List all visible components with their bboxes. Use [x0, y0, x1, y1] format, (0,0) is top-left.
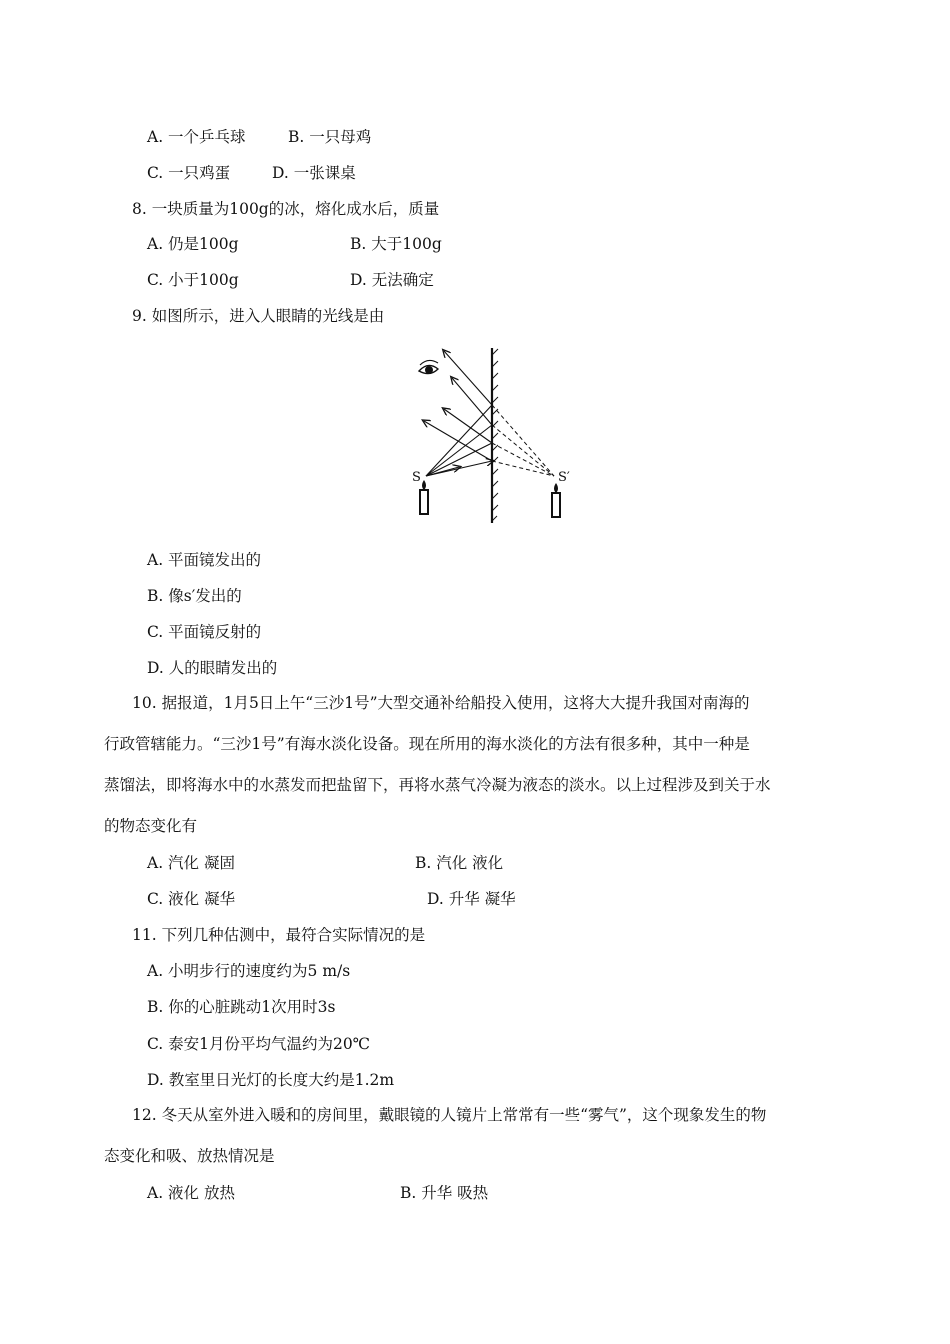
q9-option-b: B. 像s′发出的	[147, 587, 242, 605]
q7-option-b: B. 一只母鸡	[288, 128, 372, 146]
q10-option-b: B. 汽化 液化	[415, 854, 504, 872]
q11-option-b: B. 你的心脏跳动1次用时3s	[147, 998, 336, 1016]
q10-option-c: C. 液化 凝华	[147, 890, 236, 908]
q12-option-a: A. 液化 放热	[147, 1184, 235, 1202]
label-s-prime: S′	[558, 470, 570, 485]
virtual-rays	[492, 405, 554, 476]
q7-option-a: A. 一个乒乓球	[147, 128, 246, 146]
q8-option-c: C. 小于100g	[147, 271, 239, 289]
q12-stem-line1: 12. 冬天从室外进入暖和的房间里，戴眼镜的人镜片上常常有一些“雾气”，这个现象发生的物	[132, 1106, 767, 1124]
q10-stem-line2: 行政管辖能力。“三沙1号”有海水淡化设备。现在所用的海水淡化的方法有很多种，其中一种是	[104, 735, 750, 753]
reflected-rays	[424, 351, 492, 461]
q8-option-a: A. 仍是100g	[147, 235, 239, 253]
eye-icon	[419, 360, 438, 374]
candle-image-icon	[552, 483, 560, 517]
q7-option-d: D. 一张课桌	[272, 164, 356, 182]
q11-option-c: C. 泰安1月份平均气温约为20℃	[147, 1035, 371, 1053]
q12-stem-line2: 态变化和吸、放热情况是	[104, 1147, 275, 1165]
q8-option-b: B. 大于100g	[350, 235, 442, 253]
q9-option-a: A. 平面镜发出的	[147, 551, 262, 569]
q7-option-c: C. 一只鸡蛋	[147, 164, 231, 182]
q8-stem: 8. 一块质量为100g的冰，熔化成水后，质量	[132, 200, 440, 218]
candle-icon	[420, 480, 428, 514]
q9-option-c: C. 平面镜反射的	[147, 623, 262, 641]
q8-option-d: D. 无法确定	[350, 271, 434, 289]
q10-stem-line1: 10. 据报道，1月5日上午“三沙1号”大型交通补给船投入使用，这将大大提升我国对南海的	[132, 694, 750, 712]
mirror-reflection-diagram	[404, 343, 584, 528]
q11-option-a: A. 小明步行的速度约为5 m/s	[147, 962, 351, 980]
q10-option-d: D. 升华 凝华	[427, 890, 516, 908]
q10-stem-line4: 的物态变化有	[104, 817, 198, 835]
q10-stem-line3: 蒸馏法，即将海水中的水蒸发而把盐留下，再将水蒸气冷凝为液态的淡水。以上过程涉及到关于水	[104, 776, 771, 794]
label-s: S	[412, 470, 421, 485]
q9-stem: 9. 如图所示，进入人眼睛的光线是由	[132, 307, 385, 325]
q10-option-a: A. 汽化 凝固	[147, 854, 235, 872]
q11-option-d: D. 教室里日光灯的长度大约是1.2m	[147, 1071, 395, 1089]
q11-stem: 11. 下列几种估测中，最符合实际情况的是	[132, 926, 426, 944]
incident-rays	[426, 405, 492, 476]
q9-option-d: D. 人的眼睛发出的	[147, 659, 278, 677]
q12-option-b: B. 升华 吸热	[400, 1184, 489, 1202]
